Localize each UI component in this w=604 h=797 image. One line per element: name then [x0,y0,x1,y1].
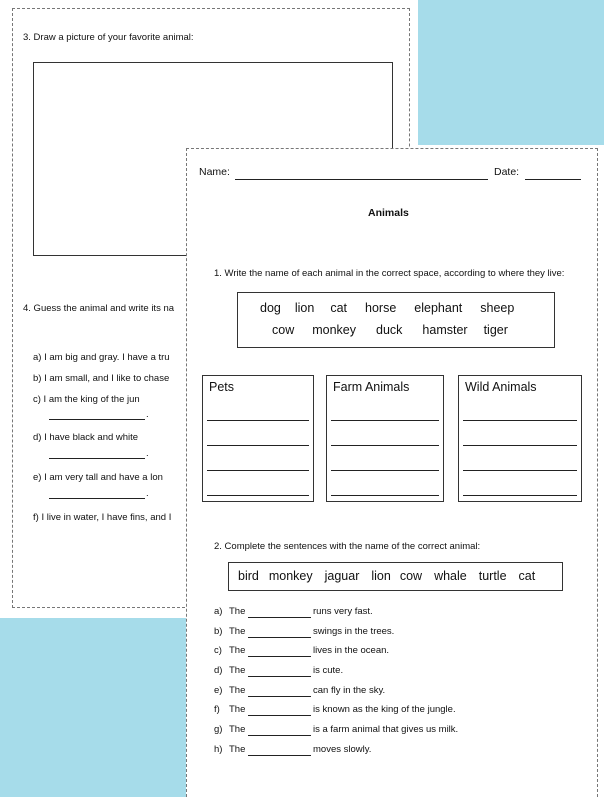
wild-line-2 [463,445,577,446]
period-d: . [146,448,149,459]
word2-jaguar: jaguar [324,569,360,583]
farm-line-4 [331,495,439,496]
background-block-top-right [418,0,604,145]
category-farm-animals [326,375,444,502]
category-farm-title: Farm Animals [333,380,410,394]
word-tiger: tiger [483,323,508,337]
riddle-d: d) I have black and white [33,432,139,443]
front-worksheet-page [186,148,598,797]
date-label: Date: [494,166,520,178]
farm-line-2 [331,445,439,446]
word2-cat: cat [518,569,536,583]
answer-line-c [49,419,145,420]
question-2-text: 2. Complete the sentences with the name of the correct animal: [214,541,481,552]
riddle-a: a) I am big and gray. I have a tru [33,352,170,363]
sentence-g-letter: g) [214,724,223,735]
sentence-a-letter: a) [214,606,223,617]
period-e: . [146,488,149,499]
word-elephant: elephant [414,301,463,315]
word-cow: cow [272,323,295,337]
word-monkey: monkey [312,323,357,337]
sentence-e-rest: can fly in the sky. [313,685,386,696]
farm-line-3 [331,470,439,471]
name-line [235,179,488,180]
sentence-a-blank [248,617,311,618]
word-duck: duck [376,323,403,337]
wild-line-4 [463,495,577,496]
sentence-d-rest: is cute. [313,665,344,676]
sentence-f-the: The [229,704,246,715]
word-cat: cat [330,301,348,315]
word-bank-1-row-1 [260,301,514,315]
pets-line-1 [207,420,309,421]
answer-line-d [49,458,145,459]
word2-turtle: turtle [478,569,507,583]
sentence-h-blank [248,755,311,756]
sentence-f-rest: is known as the king of the jungle. [313,704,456,715]
word-bank-2-row [238,569,535,583]
sentence-b-rest: swings in the trees. [313,626,395,637]
word2-cow: cow [399,569,423,583]
pets-line-2 [207,445,309,446]
word2-bird: bird [238,569,259,583]
worksheet-title: Animals [368,207,409,219]
word-bank-1-row-2 [272,323,508,337]
pets-line-3 [207,470,309,471]
word-sheep: sheep [480,301,515,315]
word-lion: lion [294,301,315,315]
sentence-c-letter: c) [214,645,222,656]
name-label: Name: [199,166,230,178]
sentence-e-letter: e) [214,685,223,696]
riddle-c: c) I am the king of the jun [33,394,140,405]
answer-line-e [49,498,145,499]
sentence-c-the: The [229,645,246,656]
wild-line-3 [463,470,577,471]
riddle-b: b) I am small, and I like to chase [33,373,170,384]
period-c: . [146,409,149,420]
question-4-text: 4. Guess the animal and write its na [23,303,175,314]
sentence-g-blank [248,735,311,736]
riddle-f: f) I live in water, I have fins, and I [33,512,172,523]
sentence-a-the: The [229,606,246,617]
word-hamster: hamster [422,323,468,337]
sentence-f-blank [248,715,311,716]
sentence-c-blank [248,656,311,657]
sentence-b-blank [248,637,311,638]
category-pets [202,375,314,502]
category-pets-title: Pets [209,380,235,394]
sentence-c-rest: lives in the ocean. [313,645,390,656]
word-dog: dog [260,301,281,315]
riddle-e: e) I am very tall and have a lon [33,472,163,483]
background-block-bottom-left [0,618,190,797]
sentence-e-the: The [229,685,246,696]
sentence-g-rest: is a farm animal that gives us milk. [313,724,459,735]
word2-monkey: monkey [268,569,313,583]
word-horse: horse [365,301,397,315]
sentence-d-letter: d) [214,665,223,676]
sentence-d-blank [248,676,311,677]
word2-lion: lion [371,569,391,583]
farm-line-1 [331,420,439,421]
question-3-text: 3. Draw a picture of your favorite animal: [23,32,194,43]
sentence-b-letter: b) [214,626,223,637]
sentence-b-the: The [229,626,246,637]
sentence-h-letter: h) [214,744,223,755]
question-1-text: 1. Write the name of each animal in the correct space, according to where they live: [214,268,565,279]
date-line [525,179,581,180]
pets-line-4 [207,495,309,496]
sentence-h-the: The [229,744,246,755]
word-bank-1 [237,292,555,348]
sentence-h-rest: moves slowly. [313,744,372,755]
sentence-f-letter: f) [214,704,220,715]
sentence-e-blank [248,696,311,697]
word2-whale: whale [434,569,467,583]
category-wild-title: Wild Animals [465,380,537,394]
sentence-d-the: The [229,665,246,676]
sentence-a-rest: runs very fast. [313,606,373,617]
wild-line-1 [463,420,577,421]
category-wild-animals [458,375,582,502]
sentence-g-the: The [229,724,246,735]
word-bank-2 [228,562,563,591]
